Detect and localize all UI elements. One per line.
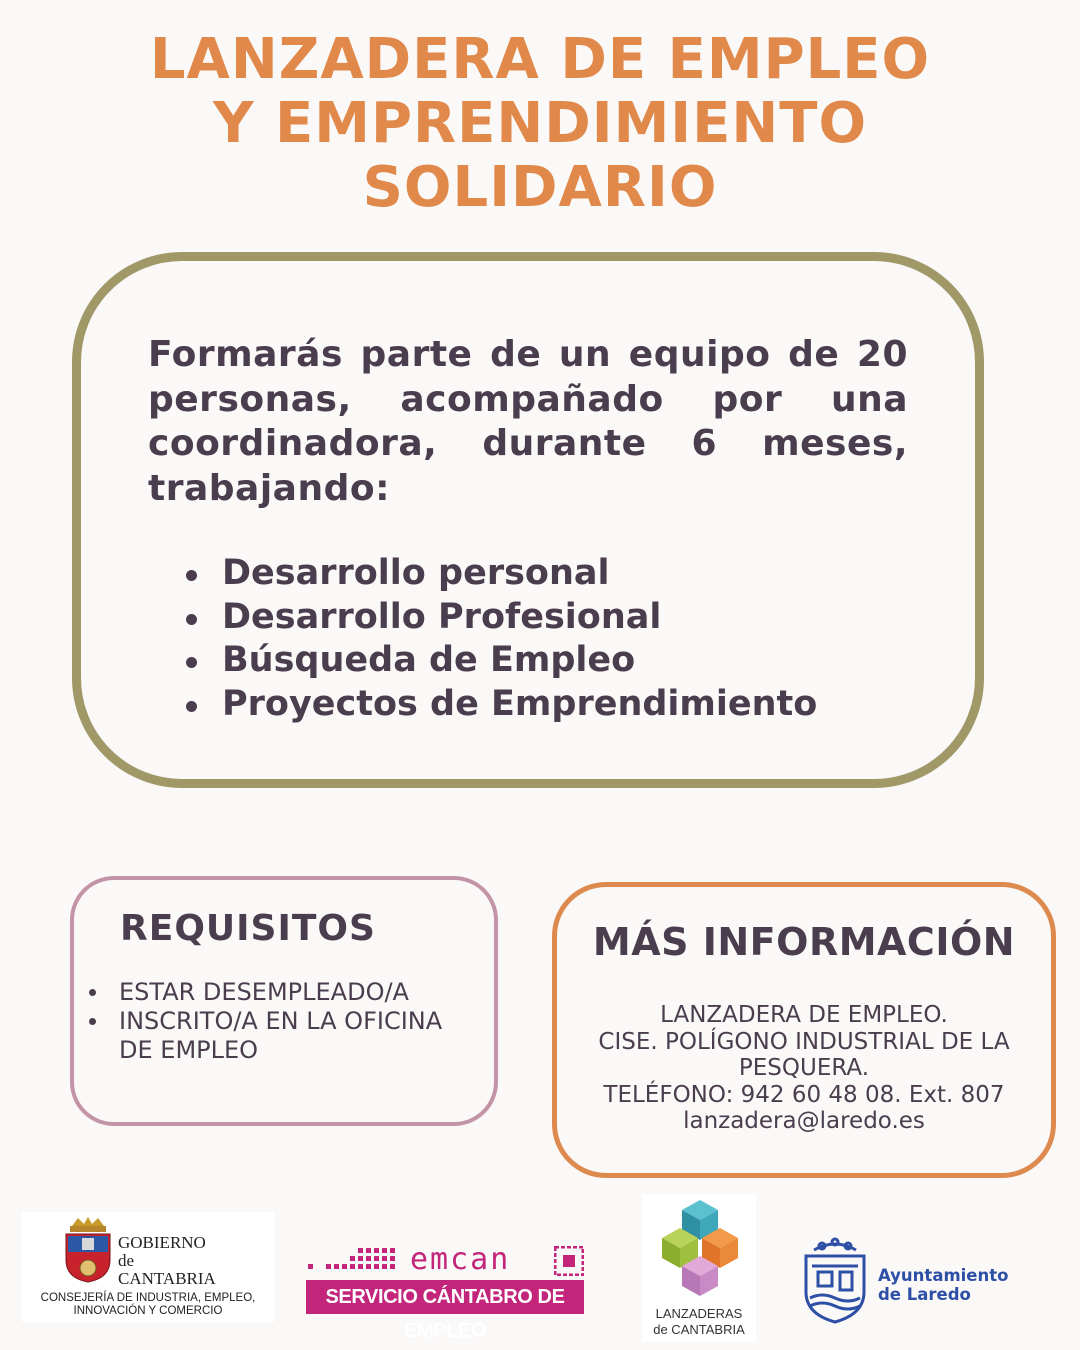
lanzaderas-cantabria-logo	[642, 1194, 756, 1342]
ayuntamiento-laredo-logo	[800, 1236, 1020, 1326]
list-item: INSCRITO/A EN LA OFICINA DE EMPLEO	[86, 1007, 449, 1065]
activities-list	[180, 552, 817, 726]
consejeria-name	[22, 1292, 274, 1318]
laredo-name	[878, 1266, 1008, 1304]
contact-email[interactable]: lanzadera@laredo.es	[683, 1108, 925, 1134]
requirements-list	[86, 978, 449, 1065]
consejeria-line: INNOVACIÓN Y COMERCIO	[73, 1305, 223, 1317]
gobierno-cantabria-logo	[22, 1212, 274, 1322]
title-line-1: LANZADERA DE EMPLEO	[149, 27, 931, 92]
emcan-logo	[306, 1242, 584, 1342]
laredo-line: Ayuntamiento	[878, 1266, 1009, 1285]
emcan-wordmark: emcan	[410, 1242, 511, 1277]
laredo-shield-icon	[802, 1236, 868, 1324]
consejeria-line: CONSEJERÍA DE INDUSTRIA, EMPLEO,	[40, 1292, 256, 1304]
contact-line: CISE. POLÍGONO INDUSTRIAL DE LA	[598, 1028, 1010, 1055]
contact-line: PESQUERA.	[738, 1055, 870, 1081]
more-info-title: MÁS INFORMACIÓN	[592, 920, 1016, 964]
gobierno-line: de	[118, 1251, 135, 1270]
list-item: Desarrollo personal	[180, 552, 817, 596]
lanzaderas-name	[642, 1306, 756, 1338]
intro-text: Formarás parte de un equipo de 20 personas, acompañado por una coordinadora, durante 6 meses, trabajando:	[148, 334, 908, 509]
laredo-line: de Laredo	[878, 1285, 971, 1304]
contact-phone: TELÉFONO: 942 60 48 08. Ext. 807	[603, 1081, 1005, 1108]
contact-line: LANZADERA DE EMPLEO.	[660, 1002, 948, 1028]
lanzaderas-line: LANZADERAS	[655, 1306, 743, 1321]
gobierno-name	[118, 1234, 216, 1288]
poster-title	[0, 28, 1080, 220]
emcan-banner: SERVICIO CÁNTABRO DE EMPLEO	[306, 1280, 584, 1314]
title-line-2: Y EMPRENDIMIENTO	[212, 91, 868, 156]
gobierno-line: CANTABRIA	[118, 1269, 216, 1288]
gobierno-line: GOBIERNO	[118, 1233, 206, 1252]
emcan-square-icon	[554, 1246, 584, 1276]
contact-details	[552, 1002, 1056, 1135]
list-item: Desarrollo Profesional	[180, 596, 817, 640]
title-line-3: SOLIDARIO	[362, 155, 718, 220]
cantabria-coat-of-arms-icon	[62, 1216, 114, 1284]
pixel-pattern-icon	[306, 1246, 402, 1274]
list-item: Proyectos de Emprendimiento	[180, 683, 817, 727]
list-item: ESTAR DESEMPLEADO/A	[86, 978, 449, 1007]
requirements-title: REQUISITOS	[120, 908, 376, 949]
cubes-icon	[658, 1198, 742, 1302]
list-item: Búsqueda de Empleo	[180, 639, 817, 683]
lanzaderas-line: de CANTABRIA	[653, 1322, 745, 1337]
